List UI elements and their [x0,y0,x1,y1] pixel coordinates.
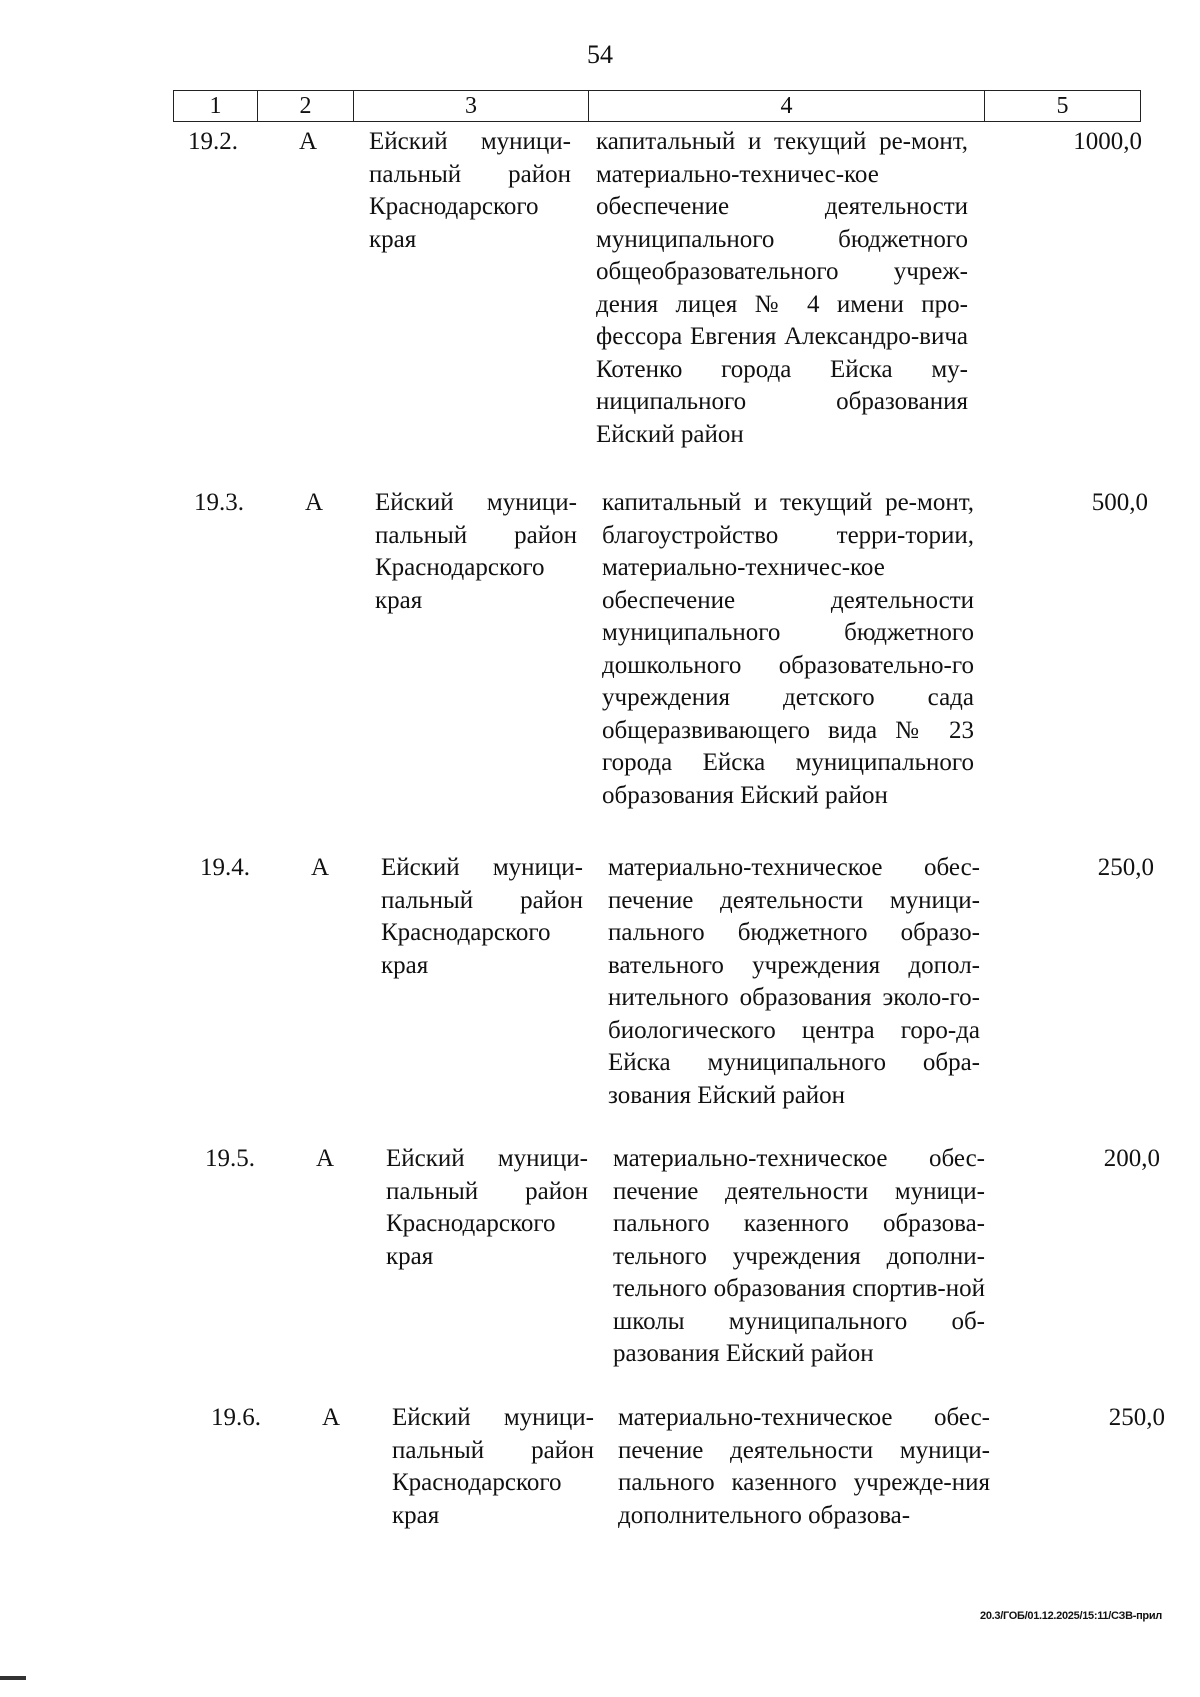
row-amount: 500,0 [1091,489,1148,516]
row-category: А [305,489,324,516]
row-place: Ейский муници-пальный район Краснодарского края [386,1145,588,1270]
row-amount: 250,0 [1097,854,1154,881]
row-description: капитальный и текущий ре-монт, материально-техничес-кое обеспечение деятельности муниципального бюджетного общеобразовательного учреж-дения лицея № 4 имени про-фессора Евгения Александро-вича Котенко города Ейска му-ниципального образования Ейский район [596,128,968,448]
row-description: материально-техническое обес-печение деятельности муници-пального бюджетного образо-вательного учреждения допол-нительного образования эколо-го-биологического центра горо-да Ейска муниципального обра-зования Ейский район [608,854,980,1109]
row-number: 19.5. [205,1145,255,1172]
row-place: Ейский муници-пальный район Краснодарского края [369,128,571,253]
row-amount: 1000,0 [1073,128,1142,155]
row-category: А [322,1404,341,1431]
row-category: А [316,1145,335,1172]
header-col-2: 2 [257,90,354,122]
row-number: 19.4. [200,854,250,881]
row-place: Ейский муници-пальный район Краснодарского края [375,489,577,614]
row-place: Ейский муници-пальный район Краснодарского края [381,854,583,979]
row-description: капитальный и текущий ре-монт, благоустройство терри-тории, материально-техничес-кое обеспечение деятельности муниципального бюджетного дошкольного образовательно-го учреждения детского сада общеразвивающего вида № 23 города Ейска муниципального образования Ейский район [602,489,974,809]
row-description: материально-техническое обес-печение деятельности муници-пального казенного учрежде-ния дополнительного образова- [618,1404,990,1529]
document-registration-code: 20.3/ГОБ/01.12.2025/15:11/СЗВ-прил [980,1610,1162,1622]
row-amount: 200,0 [1103,1145,1160,1172]
table-header [173,90,1141,124]
row-category: А [311,854,330,881]
row-place: Ейский муници-пальный район Краснодарского края [392,1404,594,1529]
header-col-5: 5 [984,90,1141,122]
header-col-1: 1 [173,90,258,122]
header-col-3: 3 [353,90,589,122]
scan-edge-mark [0,1676,26,1680]
row-number: 19.2. [188,128,238,155]
row-description: материально-техническое обес-печение деятельности муници-пального казенного образова-тельного учреждения дополни-тельного образования спортив-ной школы муниципального об-разования Ейский район [613,1145,985,1367]
row-category: А [299,128,318,155]
header-col-4: 4 [588,90,985,122]
row-number: 19.6. [211,1404,261,1431]
page-number: 54 [587,40,613,69]
row-number: 19.3. [194,489,244,516]
row-amount: 250,0 [1108,1404,1165,1431]
